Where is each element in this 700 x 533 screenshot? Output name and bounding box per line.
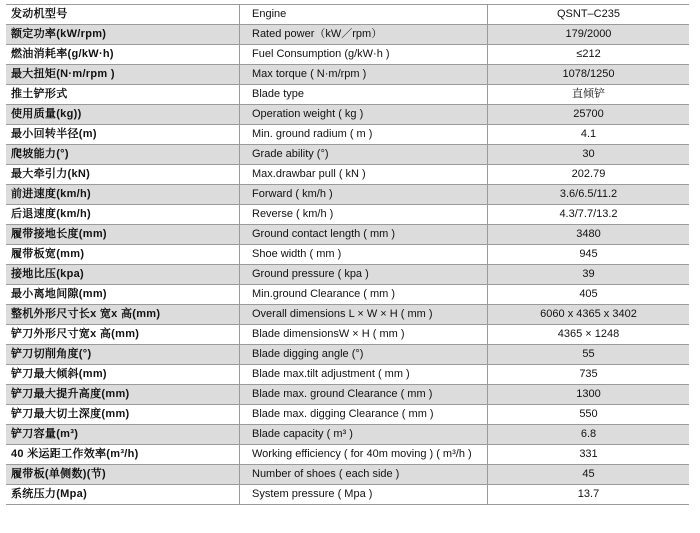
param-name-cn: 最大扭矩(N·m/rpm ) — [6, 65, 240, 85]
param-name-cn: 履带板宽(mm) — [6, 245, 240, 265]
param-value: QSNT–C235 — [488, 5, 690, 25]
param-name-en: Grade ability (°) — [240, 145, 488, 165]
table-row — [6, 205, 689, 225]
param-value: 3.6/6.5/11.2 — [488, 185, 690, 205]
param-name-cn: 最小回转半径(m) — [6, 125, 240, 145]
param-name-en: Blade type — [240, 85, 488, 105]
param-value: 3480 — [488, 225, 690, 245]
param-name-en: Blade capacity ( m³ ) — [240, 425, 488, 445]
table-row — [6, 285, 689, 305]
table-row — [6, 25, 689, 45]
param-name-cn: 履带接地长度(mm) — [6, 225, 240, 245]
param-name-cn: 后退速度(km/h) — [6, 205, 240, 225]
table-row — [6, 125, 689, 145]
param-value: 735 — [488, 365, 690, 385]
param-value: 55 — [488, 345, 690, 365]
param-name-en: Blade dimensionsW × H ( mm ) — [240, 325, 488, 345]
table-row — [6, 265, 689, 285]
param-value: 945 — [488, 245, 690, 265]
table-row — [6, 105, 689, 125]
param-value: 4.1 — [488, 125, 690, 145]
param-name-en: Overall dimensions L × W × H ( mm ) — [240, 305, 488, 325]
param-value: 39 — [488, 265, 690, 285]
param-name-cn: 铲刀容量(m³) — [6, 425, 240, 445]
table-row — [6, 345, 689, 365]
spec-table-body — [6, 5, 689, 505]
param-name-en: System pressure ( Mpa ) — [240, 485, 488, 505]
param-value: 202.79 — [488, 165, 690, 185]
table-row — [6, 325, 689, 345]
param-value: 13.7 — [488, 485, 690, 505]
table-row — [6, 85, 689, 105]
param-name-cn: 爬坡能力(°) — [6, 145, 240, 165]
param-name-en: Ground contact length ( mm ) — [240, 225, 488, 245]
param-name-en: Shoe width ( mm ) — [240, 245, 488, 265]
table-row — [6, 145, 689, 165]
table-row — [6, 405, 689, 425]
param-name-en: Max.drawbar pull ( kN ) — [240, 165, 488, 185]
param-value: 1078/1250 — [488, 65, 690, 85]
param-name-cn: 整机外形尺寸长x 宽x 高(mm) — [6, 305, 240, 325]
param-value: 4.3/7.7/13.2 — [488, 205, 690, 225]
param-value: 179/2000 — [488, 25, 690, 45]
table-row — [6, 465, 689, 485]
param-value: 331 — [488, 445, 690, 465]
table-row — [6, 245, 689, 265]
table-row — [6, 65, 689, 85]
param-name-cn: 推土铲形式 — [6, 85, 240, 105]
spec-table — [6, 4, 689, 505]
param-name-en: Max torque ( N·m/rpm ) — [240, 65, 488, 85]
param-value: 550 — [488, 405, 690, 425]
param-value: 直倾铲 — [488, 85, 690, 105]
table-row — [6, 365, 689, 385]
param-name-cn: 前进速度(km/h) — [6, 185, 240, 205]
param-name-cn: 使用质量(kg)) — [6, 105, 240, 125]
param-value: 30 — [488, 145, 690, 165]
table-row — [6, 305, 689, 325]
param-value: 25700 — [488, 105, 690, 125]
table-row — [6, 385, 689, 405]
param-name-en: Operation weight ( kg ) — [240, 105, 488, 125]
param-name-cn: 燃油消耗率(g/kW·h) — [6, 45, 240, 65]
param-name-cn: 铲刀最大切土深度(mm) — [6, 405, 240, 425]
param-name-en: Ground pressure ( kpa ) — [240, 265, 488, 285]
param-name-en: Blade max. digging Clearance ( mm ) — [240, 405, 488, 425]
param-name-cn: 铲刀最大提升高度(mm) — [6, 385, 240, 405]
table-row — [6, 225, 689, 245]
table-row — [6, 445, 689, 465]
param-name-en: Rated power（kW／rpm） — [240, 25, 488, 45]
param-value: 45 — [488, 465, 690, 485]
table-row — [6, 485, 689, 505]
table-row — [6, 165, 689, 185]
param-name-en: Min. ground radium ( m ) — [240, 125, 488, 145]
param-name-en: Blade max. ground Clearance ( mm ) — [240, 385, 488, 405]
param-name-cn: 最大牵引力(kN) — [6, 165, 240, 185]
param-name-en: Fuel Consumption (g/kW·h ) — [240, 45, 488, 65]
param-value: 4365 × 1248 — [488, 325, 690, 345]
param-name-en: Blade max.tilt adjustment ( mm ) — [240, 365, 488, 385]
param-name-cn: 40 米运距工作效率(m³/h) — [6, 445, 240, 465]
param-value: 1300 — [488, 385, 690, 405]
param-value: 6.8 — [488, 425, 690, 445]
param-value: 6060 x 4365 x 3402 — [488, 305, 690, 325]
param-name-cn: 铲刀外形尺寸宽x 高(mm) — [6, 325, 240, 345]
param-name-cn: 系统压力(Mpa) — [6, 485, 240, 505]
param-value: ≤212 — [488, 45, 690, 65]
param-name-cn: 铲刀最大倾斜(mm) — [6, 365, 240, 385]
table-row — [6, 5, 689, 25]
param-name-en: Number of shoes ( each side ) — [240, 465, 488, 485]
param-name-en: Reverse ( km/h ) — [240, 205, 488, 225]
param-name-en: Working efficiency ( for 40m moving ) ( m³/h ) — [240, 445, 488, 465]
param-name-en: Min.ground Clearance ( mm ) — [240, 285, 488, 305]
param-name-cn: 发动机型号 — [6, 5, 240, 25]
param-name-cn: 接地比压(kpa) — [6, 265, 240, 285]
param-name-en: Engine — [240, 5, 488, 25]
param-name-en: Blade digging angle (°) — [240, 345, 488, 365]
param-name-cn: 最小离地间隙(mm) — [6, 285, 240, 305]
table-row — [6, 45, 689, 65]
param-name-en: Forward ( km/h ) — [240, 185, 488, 205]
param-name-cn: 额定功率(kW/rpm) — [6, 25, 240, 45]
param-name-cn: 履带板(单侧数)(节) — [6, 465, 240, 485]
param-value: 405 — [488, 285, 690, 305]
param-name-cn: 铲刀切削角度(°) — [6, 345, 240, 365]
table-row — [6, 425, 689, 445]
table-row — [6, 185, 689, 205]
